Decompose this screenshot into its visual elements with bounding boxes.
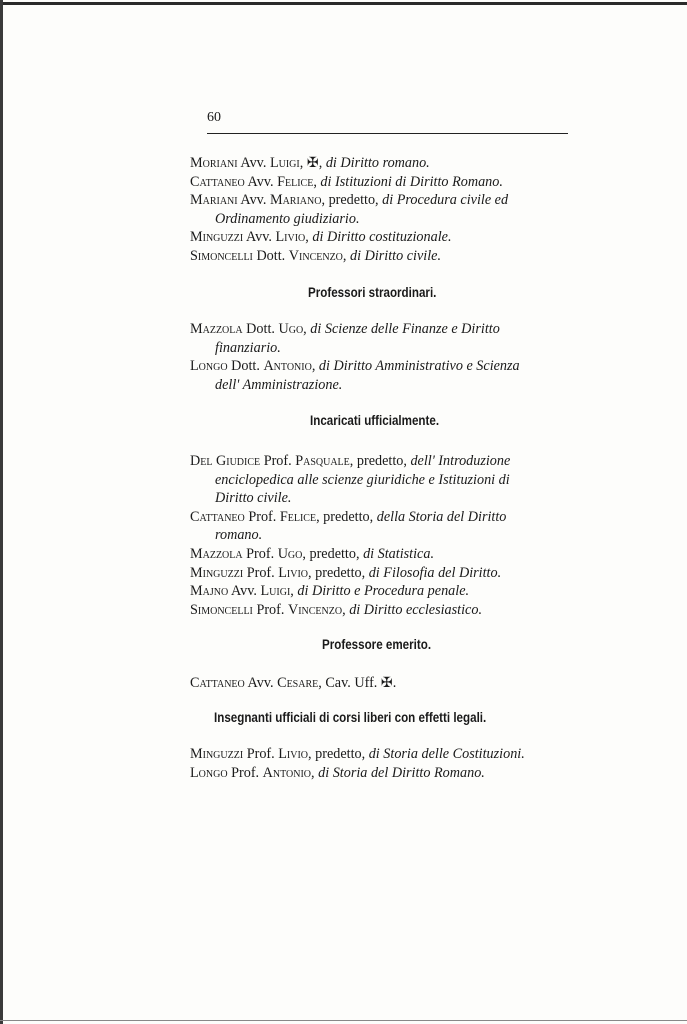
faculty-entry [190,173,590,192]
course-name: di Statistica. [363,545,434,562]
faculty-entry [190,545,590,564]
course-name: di Diritto e Procedura penale. [297,583,470,600]
faculty-entry [190,601,590,620]
emerito-list [190,674,590,693]
faculty-note: predetto, [319,508,377,525]
faculty-entry [190,247,590,266]
faculty-title: Prof. [256,601,285,618]
course-name: della Storia del Diritto [376,508,507,525]
course-name: di Storia delle Costituzioni. [368,746,525,762]
faculty-given-name: Vincenzo, [287,601,346,618]
incaricati-list [190,452,590,619]
faculty-surname: Del Giudice [190,453,261,469]
faculty-note: predetto, [311,564,369,581]
faculty-given-name: Antonio, [263,358,316,375]
course-name: di Diritto Amministrativo e Scienza [318,358,520,375]
course-name: di Diritto ecclesiastico. [349,601,482,618]
faculty-given-name: Antonio, [262,764,315,781]
faculty-surname: Minguzzi [190,229,244,246]
faculty-entry [190,674,590,693]
course-continuation: dell' Amministrazione. [215,376,343,393]
straordinari-list [190,320,590,394]
faculty-entry [190,764,590,783]
faculty-note: ✠, [303,155,326,171]
faculty-surname: Simoncelli [190,601,253,618]
faculty-note: predetto, [325,192,383,209]
faculty-entry [190,320,590,357]
faculty-entry [190,357,590,394]
course-name: di Diritto romano. [325,155,430,171]
course-name: di Istituzioni di Diritto Romano. [320,173,503,190]
faculty-entry [190,508,590,545]
faculty-surname: Minguzzi [190,564,244,581]
faculty-given-name: Pasquale, [295,453,354,469]
faculty-surname: Longo [190,358,228,375]
course-continuation: Diritto civile. [215,490,292,507]
faculty-given-name: Felice, [277,173,317,190]
faculty-entry [190,154,590,173]
faculty-title: Dott. [256,247,286,264]
faculty-title: Prof. [246,545,275,562]
liberi-list [190,745,590,782]
left-page-edge [0,0,3,1024]
course-name: di Scienze delle Finanze e Diritto [310,321,500,337]
faculty-entry [190,582,590,601]
faculty-given-name: Ugo, [278,321,307,337]
faculty-given-name: Mariano, [269,192,326,209]
header-rule [207,133,568,134]
faculty-surname: Mariani [190,192,238,209]
faculty-title: Prof. [246,564,275,581]
faculty-title: Avv. [230,583,257,600]
heading-insegnanti-liberi: Insegnanti ufficiali di corsi liberi con effetti legali. [214,710,487,725]
faculty-note: Cav. Uff. ✠. [321,675,397,691]
faculty-note: predetto, [311,746,369,762]
faculty-given-name: Livio, [278,564,312,581]
course-name: di Diritto civile. [350,247,442,264]
faculty-surname: Minguzzi [190,746,244,762]
course-name: di Diritto costituzionale. [312,229,452,246]
course-continuation: romano. [215,527,263,544]
faculty-title: Avv. [240,192,267,209]
faculty-entry [190,452,590,508]
faculty-given-name: Luigi, [269,155,304,171]
faculty-given-name: Ugo, [277,545,306,562]
faculty-surname: Longo [190,764,228,781]
faculty-title: Dott. [246,321,275,337]
top-border-rule [0,2,687,5]
course-name: di Storia del Diritto Romano. [318,764,485,781]
faculty-title: Avv. [247,173,274,190]
faculty-title: Prof. [231,764,260,781]
course-continuation: finanziario. [215,339,281,356]
faculty-surname: Cattaneo [190,508,245,525]
course-continuation: enciclopedica alle scienze giuridiche e Istituzioni di [215,471,510,488]
faculty-title: Avv. [247,675,274,691]
heading-incaricati: Incaricati ufficialmente. [310,413,440,428]
faculty-title: Avv. [240,155,267,171]
course-continuation: Ordinamento giudiziario. [215,210,360,227]
page-number: 60 [207,110,221,125]
faculty-entry [190,228,590,247]
faculty-entry [190,191,590,228]
faculty-given-name: Cesare, [277,675,322,691]
course-name: di Filosofia del Diritto. [368,564,502,581]
ordinari-list [190,154,590,266]
faculty-note: predetto, [305,545,364,562]
faculty-title: Prof. [248,508,277,525]
faculty-title: Prof. [246,746,275,762]
faculty-entry [190,745,590,764]
bottom-border-rule [0,1020,687,1021]
faculty-title: Dott. [231,358,260,375]
faculty-surname: Majno [190,583,229,600]
course-name: di Procedura civile ed [382,192,509,209]
heading-professori-straordinari: Professori straordinari. [308,285,437,300]
faculty-title: Prof. [263,453,292,469]
faculty-given-name: Vincenzo, [288,247,347,264]
faculty-surname: Mazzola [190,321,243,337]
heading-professore-emerito: Professore emerito. [322,637,432,652]
faculty-surname: Cattaneo [190,173,245,190]
faculty-surname: Mazzola [190,545,243,562]
course-name: dell' Introduzione [410,453,511,469]
faculty-note: predetto, [353,453,411,469]
faculty-surname: Simoncelli [190,247,253,264]
faculty-title: Avv. [245,229,272,246]
faculty-given-name: Livio, [275,229,309,246]
faculty-given-name: Livio, [278,746,312,762]
faculty-surname: Cattaneo [190,675,245,691]
faculty-given-name: Luigi, [260,583,294,600]
faculty-given-name: Felice, [279,508,320,525]
faculty-entry [190,564,590,583]
faculty-surname: Moriani [190,155,238,171]
